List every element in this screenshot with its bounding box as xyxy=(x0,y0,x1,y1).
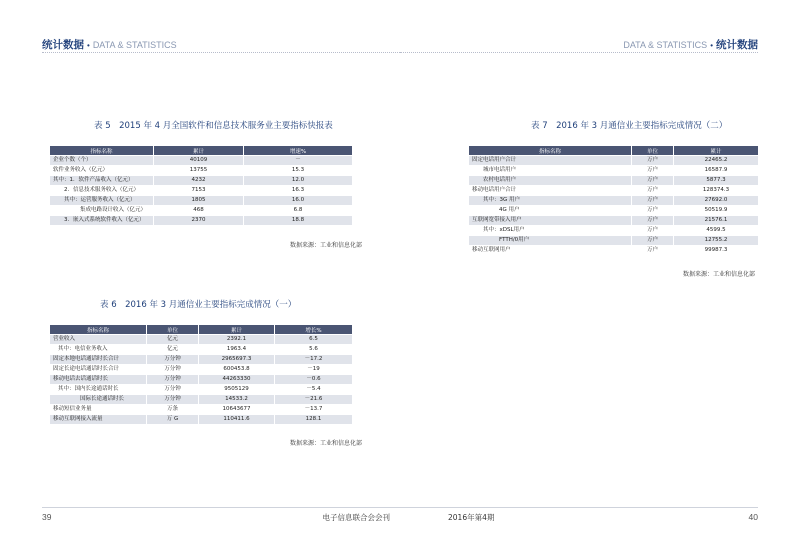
row-growth: －21.6 xyxy=(275,395,353,405)
row-name: 集成电路设计收入（亿元） xyxy=(50,206,154,216)
row-name: 固定电话用户合计 xyxy=(469,156,632,166)
row-name: 移动电话去话通话时长 xyxy=(50,375,147,385)
table5-header-name: 指标名称 xyxy=(50,146,154,156)
table-row xyxy=(469,156,759,166)
table-row xyxy=(50,345,353,355)
row-growth: 6.5 xyxy=(275,335,353,345)
row-unit: 万户 xyxy=(632,206,674,216)
row-total: 21576.1 xyxy=(674,216,759,226)
row-name: 移动短信业务量 xyxy=(50,405,147,415)
table-row xyxy=(469,166,759,176)
table-row xyxy=(469,226,759,236)
table6-header-total: 累计 xyxy=(199,325,275,335)
row-total: 13755 xyxy=(154,166,244,176)
table-row xyxy=(50,355,353,365)
header-separator: • xyxy=(87,41,90,50)
row-name: 固定长途电话通话时长合计 xyxy=(50,365,147,375)
table-row xyxy=(469,176,759,186)
row-total: 40109 xyxy=(154,156,244,166)
row-total: 110411.6 xyxy=(199,415,275,425)
row-unit: 万户 xyxy=(632,216,674,226)
row-unit: 万户 xyxy=(632,226,674,236)
row-total: 4232 xyxy=(154,176,244,186)
row-unit: 万户 xyxy=(632,156,674,166)
table6-caption: 表 6 2016 年 3 月通信业主要指标完成情况（一） xyxy=(100,300,297,310)
header-title-zh: 统计数据 xyxy=(42,39,84,51)
table-row xyxy=(469,186,759,196)
row-total: 44263330 xyxy=(199,375,275,385)
row-unit: 万分钟 xyxy=(147,385,199,395)
header-divider xyxy=(42,52,400,53)
table6-source: 数据来源：工业和信息化部 xyxy=(290,440,363,447)
row-total: 27692.0 xyxy=(674,196,759,206)
row-name: 移动互联网接入流量 xyxy=(50,415,147,425)
row-unit: 万户 xyxy=(632,166,674,176)
footer-divider xyxy=(400,507,758,508)
row-total: 99987.3 xyxy=(674,246,759,256)
row-unit: 万条 xyxy=(147,405,199,415)
row-unit: 万 G xyxy=(147,415,199,425)
header-title-en: DATA & STATISTICS xyxy=(623,40,708,50)
page-number: 40 xyxy=(748,512,758,522)
row-name: 移动电话用户合计 xyxy=(469,186,632,196)
table-row xyxy=(469,246,759,256)
row-growth: 128.1 xyxy=(275,415,353,425)
table-row xyxy=(50,186,353,196)
table-row xyxy=(469,216,759,226)
row-total: 128374.3 xyxy=(674,186,759,196)
table-row xyxy=(50,196,353,206)
row-total: 2370 xyxy=(154,216,244,226)
header-divider xyxy=(400,52,758,53)
row-total: 2965697.3 xyxy=(199,355,275,365)
table-row xyxy=(50,335,353,345)
table-row xyxy=(50,375,353,385)
table5-header-total: 累计 xyxy=(154,146,244,156)
row-name: 其中：3G 用户 xyxy=(469,196,632,206)
row-total: 2392.1 xyxy=(199,335,275,345)
row-name: 3．嵌入式系统软件收入（亿元） xyxy=(50,216,154,226)
row-growth: 16.0 xyxy=(244,196,353,206)
row-name: 移动互联网用户 xyxy=(469,246,632,256)
row-total: 1963.4 xyxy=(199,345,275,355)
table-row xyxy=(50,216,353,226)
row-growth: － xyxy=(244,156,353,166)
table-row xyxy=(469,236,759,246)
table5-header-growth: 增速% xyxy=(244,146,353,156)
row-name: 互联网宽带接入用户 xyxy=(469,216,632,226)
table7-header-total: 累计 xyxy=(674,146,759,156)
row-growth: 12.0 xyxy=(244,176,353,186)
row-total: 5877.3 xyxy=(674,176,759,186)
table7-header-name: 指标名称 xyxy=(469,146,632,156)
row-name: 企业个数（个） xyxy=(50,156,154,166)
row-name: 其中：运营服务收入（亿元） xyxy=(50,196,154,206)
header-title-en: DATA & STATISTICS xyxy=(92,40,177,50)
row-growth: －17.2 xyxy=(275,355,353,365)
table6 xyxy=(49,324,353,425)
row-unit: 万户 xyxy=(632,246,674,256)
row-name: 城市电话用户 xyxy=(469,166,632,176)
row-total: 1805 xyxy=(154,196,244,206)
row-unit: 万户 xyxy=(632,186,674,196)
table7-header-unit: 单位 xyxy=(632,146,674,156)
row-name: FTTH/0用户 xyxy=(469,236,632,246)
journal-name: 2016年第4期 xyxy=(448,513,495,522)
table5 xyxy=(49,145,353,226)
row-unit: 万分钟 xyxy=(147,365,199,375)
table6-header-name: 指标名称 xyxy=(50,325,147,335)
row-total: 4599.5 xyxy=(674,226,759,236)
table-row xyxy=(50,415,353,425)
row-total: 22465.2 xyxy=(674,156,759,166)
row-total: 468 xyxy=(154,206,244,216)
table7-source: 数据来源：工业和信息化部 xyxy=(683,271,756,278)
footer-divider xyxy=(42,507,400,508)
page-number: 39 xyxy=(42,512,52,522)
row-growth: －5.4 xyxy=(275,385,353,395)
row-total: 7153 xyxy=(154,186,244,196)
row-unit: 万户 xyxy=(632,236,674,246)
row-name: 其中：电信业务收入 xyxy=(50,345,147,355)
row-name: 软件业务收入（亿元） xyxy=(50,166,154,176)
row-total: 10643677 xyxy=(199,405,275,415)
table7 xyxy=(468,145,759,256)
row-unit: 万分钟 xyxy=(147,375,199,385)
row-total: 14533.2 xyxy=(199,395,275,405)
row-name: 国际长途通话时长 xyxy=(50,395,147,405)
table6-header-unit: 单位 xyxy=(147,325,199,335)
table-row xyxy=(50,395,353,405)
table7-caption: 表 7 2016 年 3 月通信业主要指标完成情况（二） xyxy=(531,121,728,131)
table-row xyxy=(50,365,353,375)
row-growth: －19 xyxy=(275,365,353,375)
header-title-zh: 统计数据 xyxy=(716,39,758,51)
table-row xyxy=(50,405,353,415)
row-unit: 万分钟 xyxy=(147,395,199,405)
row-total: 16587.9 xyxy=(674,166,759,176)
row-growth: 18.8 xyxy=(244,216,353,226)
row-name: 农村电话用户 xyxy=(469,176,632,186)
table-row xyxy=(469,206,759,216)
row-unit: 万分钟 xyxy=(147,355,199,365)
row-growth: 5.6 xyxy=(275,345,353,355)
row-name: 其中：xDSL用户 xyxy=(469,226,632,236)
row-growth: 15.3 xyxy=(244,166,353,176)
table-row xyxy=(50,156,353,166)
table-row xyxy=(50,176,353,186)
left-page-header xyxy=(42,37,177,52)
row-growth: 16.3 xyxy=(244,186,353,196)
row-unit: 亿元 xyxy=(147,345,199,355)
row-growth: －13.7 xyxy=(275,405,353,415)
row-total: 9505129 xyxy=(199,385,275,395)
header-separator: • xyxy=(710,41,713,50)
row-name: 固定本地电话通话时长合计 xyxy=(50,355,147,365)
row-name: 其中：1．软件产品收入（亿元） xyxy=(50,176,154,186)
row-growth: －0.6 xyxy=(275,375,353,385)
row-name: 4G 用户 xyxy=(469,206,632,216)
journal-name: 电子信息联合会会刊 xyxy=(322,513,390,522)
row-name: 营业收入 xyxy=(50,335,147,345)
table5-caption: 表 5 2015 年 4 月全国软件和信息技术服务业主要指标快报表 xyxy=(94,121,333,131)
row-growth: 6.8 xyxy=(244,206,353,216)
row-unit: 亿元 xyxy=(147,335,199,345)
row-unit: 万户 xyxy=(632,196,674,206)
row-total: 12755.2 xyxy=(674,236,759,246)
row-name: 其中：国内长途通话时长 xyxy=(50,385,147,395)
right-page xyxy=(400,0,800,546)
table-row xyxy=(469,196,759,206)
table5-source: 数据来源：工业和信息化部 xyxy=(290,242,363,249)
right-page-header xyxy=(623,37,758,52)
table-row xyxy=(50,385,353,395)
table6-header-growth: 增长% xyxy=(275,325,353,335)
table-row xyxy=(50,166,353,176)
row-total: 50519.9 xyxy=(674,206,759,216)
table-row xyxy=(50,206,353,216)
row-total: 600453.8 xyxy=(199,365,275,375)
row-unit: 万户 xyxy=(632,176,674,186)
row-name: 2．信息技术服务收入（亿元） xyxy=(50,186,154,196)
